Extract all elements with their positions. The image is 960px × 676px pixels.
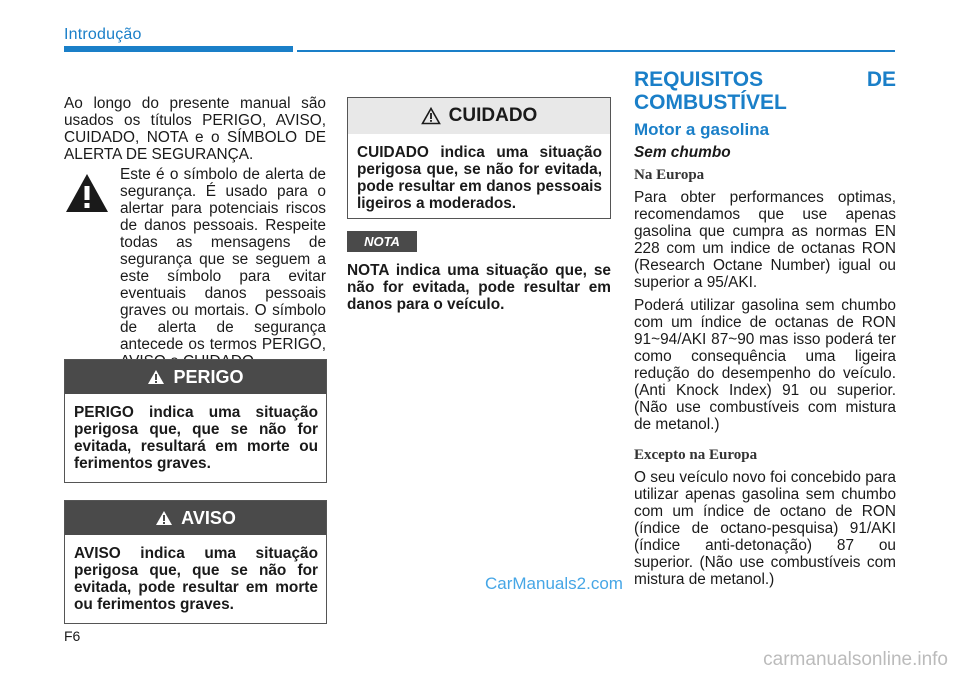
page-number: F6 xyxy=(64,628,81,644)
site-watermark: carmanualsonline.info xyxy=(763,649,948,670)
section-title: Introdução xyxy=(64,26,142,43)
alert-paragraph: Este é o símbolo de alerta de segurança. É usado para o alertar para potenciais riscos de danos pessoais. Respeite todas as mensagens de segurança que se seguem a este símbolo para evitar eventuais danos pessoais graves ou mortais. O símbolo de alerta de segurança antecede os termos PERIGO, xyxy=(120,166,326,353)
nota-badge: NOTA xyxy=(347,231,417,252)
warning-icon xyxy=(147,369,165,385)
nota-text: NOTA indica uma situação que, se não for evitada, pode resultar em danos para o veículo. xyxy=(347,262,611,313)
intro-paragraph: Ao longo do presente manual são usados os títulos PERIGO, AVISO, CUIDADO, NOTA e o SÍMBOLO DE ALERTA DE SEGURANÇA. xyxy=(64,95,326,163)
warning-icon xyxy=(155,510,173,526)
europe-paragraph-2: Poderá utilizar gasolina sem chumbo com um índice de octanas de RON 91~94/AKI 87~90 mas isso poderá ter como consequência uma ligeira redução do desempenho do veículo. (Anti Knock Index) 91 ou superior. (Não use combustíveis com mistura de metanol.) xyxy=(634,297,896,433)
header-rule-thick xyxy=(64,46,293,52)
header-rule-thin xyxy=(297,50,895,52)
fuel-requirements-heading: REQUISITOS DE COMBUSTÍVEL xyxy=(634,68,896,114)
watermark: CarManuals2.com xyxy=(485,574,623,593)
cuidado-header xyxy=(348,98,610,134)
perigo-text: PERIGO indica uma situação perigosa que, que se não for evitada, resultará em morte ou ferimentos graves. xyxy=(74,404,318,472)
right-column xyxy=(634,68,896,594)
unleaded-heading: Sem chumbo xyxy=(634,144,731,161)
cuidado-text: CUIDADO indica uma situação perigosa que, se não for evitada, pode resultar em danos pessoais ligeiros a moderados. xyxy=(357,144,602,212)
aviso-text: AVISO indica uma situação perigosa que, que se não for evitada, pode resultar em morte ou ferimentos graves. xyxy=(74,545,318,613)
perigo-title: PERIGO xyxy=(173,366,244,387)
cuidado-box xyxy=(347,97,611,219)
except-europe-paragraph: O seu veículo novo foi concebido para utilizar apenas gasolina sem chumbo com um índice de octano de RON (índice de octano-pesquisa) 91/AKI (índice anti-detonação) 87 ou superior. (Não use combustíveis com mistura de metanol.) xyxy=(634,469,896,588)
perigo-header xyxy=(65,360,326,394)
gasoline-engine-heading: Motor a gasolina xyxy=(634,120,770,139)
cuidado-title: CUIDADO xyxy=(448,105,538,126)
warning-outline-icon xyxy=(421,107,441,125)
europe-heading: Na Europa xyxy=(634,167,705,183)
left-column xyxy=(64,95,326,370)
except-europe-heading: Excepto na Europa xyxy=(634,447,758,463)
alert-symbol-row xyxy=(64,166,326,370)
warning-triangle-icon xyxy=(64,170,110,216)
aviso-box xyxy=(64,500,327,624)
perigo-box xyxy=(64,359,327,483)
europe-paragraph-1: Para obter performances optimas, recomendamos que use apenas gasolina que cumpra as normas EN 228 com um indice de octanas RON (Research Octane Number) igual ou superior a 95/AKI. xyxy=(634,189,896,291)
aviso-header xyxy=(65,501,326,535)
aviso-title: AVISO xyxy=(181,507,236,528)
